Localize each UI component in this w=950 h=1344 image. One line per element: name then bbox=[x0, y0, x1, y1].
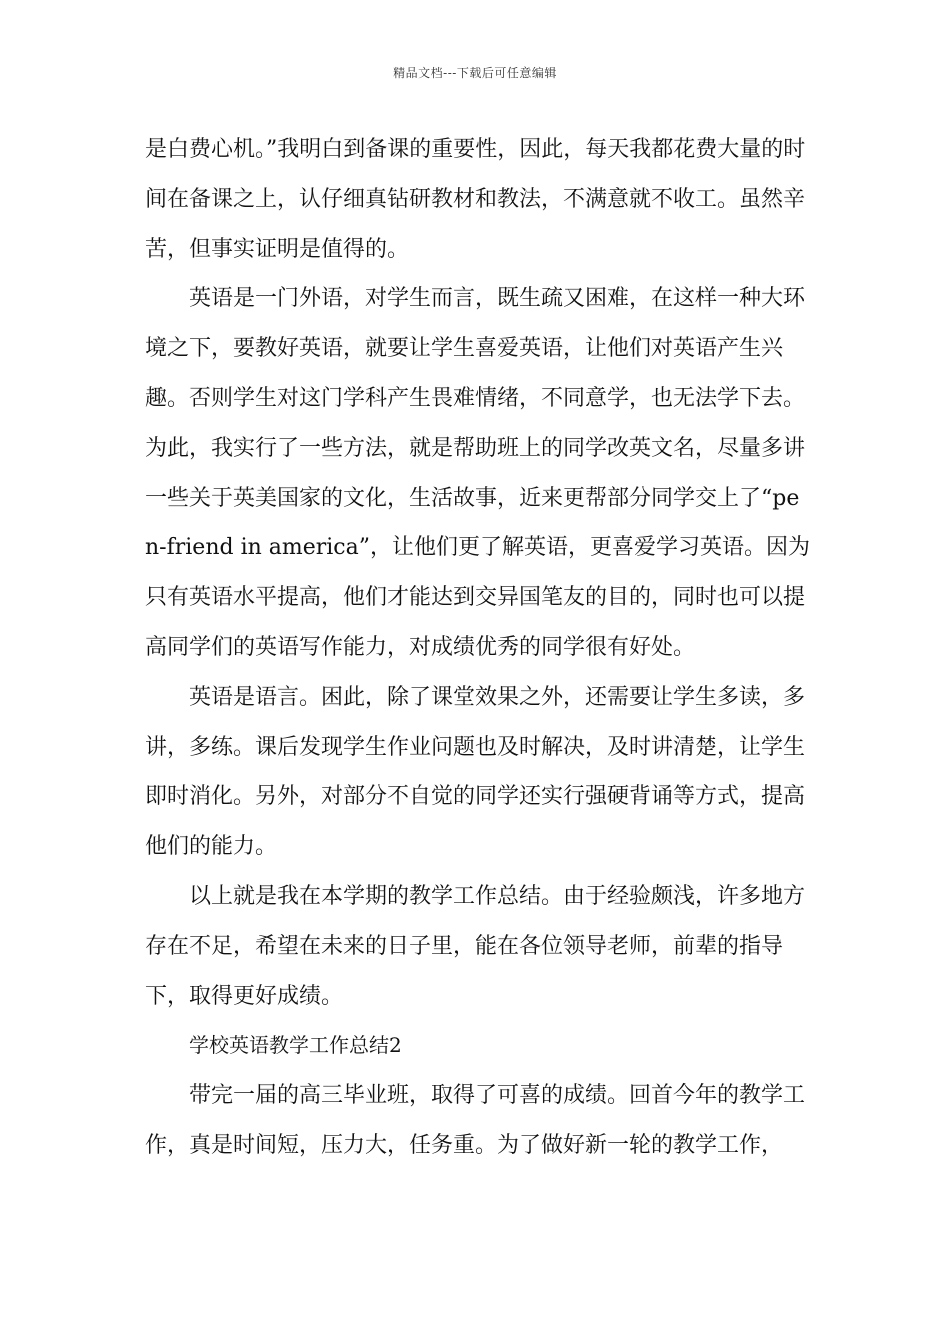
page-header: 精品文档---下载后可任意编辑 bbox=[393, 66, 557, 80]
paragraph-practice: 英语是语言。困此，除了课堂效果之外，还需要让学生多读，多讲，多练。课后发现学生作业问题也及时解决，及时讲清楚，让学生即时消化。另外，对部分不自觉的同学还实行强硬背诵等方式，提高他们的能力。 bbox=[145, 684, 806, 860]
paragraph-section-two-intro: 带完一届的高三毕业班，取得了可喜的成绩。回首今年的教学工作，真是时间短，压力大，任务重。为了做好新一轮的教学工作， bbox=[145, 1083, 806, 1158]
paragraph-summary: 以上就是我在本学期的教学工作总结。由于经验颇浅，许多地方存在不足，希望在未来的日子里，能在各位领导老师，前辈的指导下，取得更好成绩。 bbox=[145, 883, 806, 1009]
paragraph-continuation: 是白费心机。”我明白到备课的重要性，因此，每天我都花费大量的时间在备课之上，认仔细真钻研教材和教法，不满意就不收工。虽然辛苦，但事实证明是值得的。 bbox=[145, 137, 806, 262]
paragraph-interest: 英语是一门外语，对学生而言，既生疏又困难，在这样一种大环境之下，要教好英语，就要让学生喜爱英语，让他们对英语产生兴趣。否则学生对这门学科产生畏难情绪，不同意学，也无法学下去。为此，我实行了一些方法，就是帮助班上的同学改英文名，尽量多讲一些关于英美国家的文化，生活故事，近来更帮部分同学交上了“pen-friend in america”，让他们更了解英语，更喜爱学习英语。因为只有英语水平提高，他们才能达到交异国笔友的目的，同时也可以提高同学们的英语写作能力，对成绩优秀的同学很有好处。 bbox=[145, 286, 810, 660]
section-heading: 学校英语教学工作总结2 bbox=[189, 1033, 402, 1058]
document-body bbox=[145, 125, 810, 1171]
